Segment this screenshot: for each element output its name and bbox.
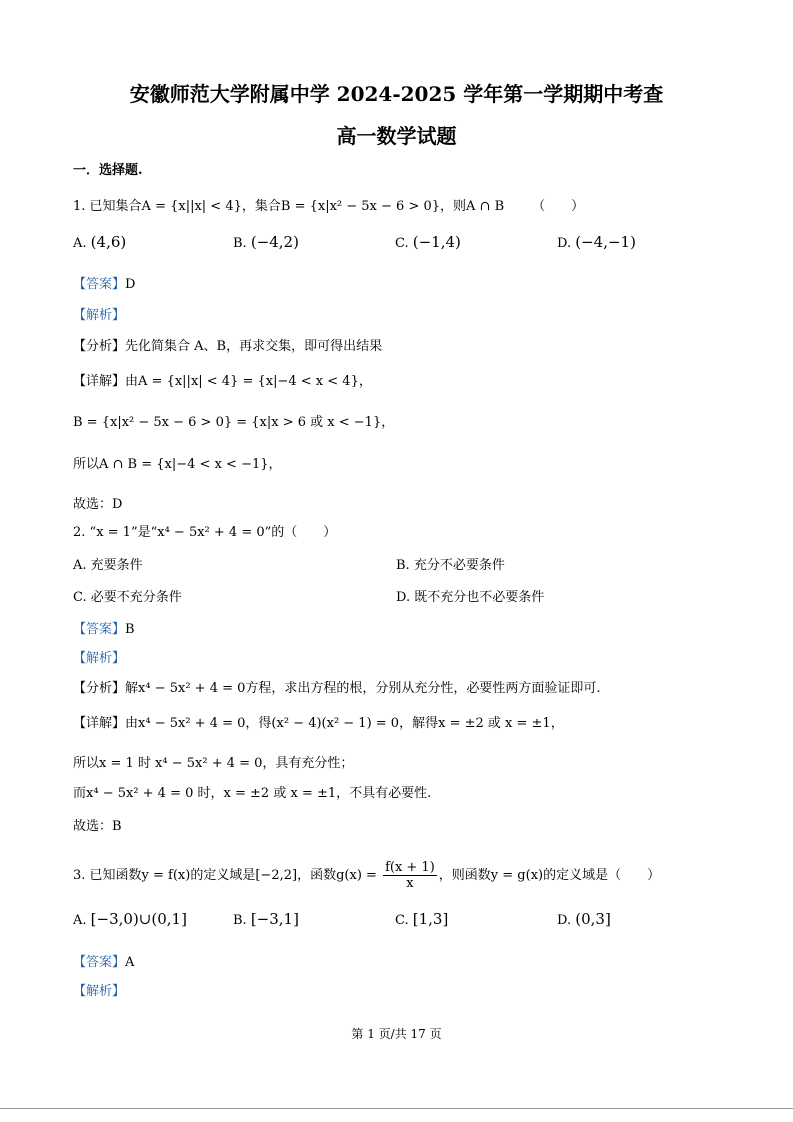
q2-detail-line1: 【详解】由x⁴ − 5x² + 4 = 0，得(x² − 4)(x² − 1) = 0，解得x = ±2 或 x = ±1，	[73, 716, 564, 731]
q2-answer: 【答案】B	[73, 622, 135, 637]
q1-expr: A ∩ B	[466, 199, 505, 214]
q2-option-b: B. 充分不必要条件	[396, 558, 505, 573]
q2-detail-line3: 而x⁴ − 5x² + 4 = 0 时，x = ±2 或 x = ±1，不具有必要性.	[73, 786, 432, 801]
q1-option-c: C. (−1,4)	[395, 233, 461, 251]
q1-set-a: A = {x||x| < 4}	[141, 199, 242, 214]
q1-fenxi: 【分析】先化简集合 A、B，再求交集，即可得出结果	[73, 339, 383, 354]
q2-fenxi: 【分析】解x⁴ − 5x² + 4 = 0方程，求出方程的根，分别从充分性，必要性两方面验证即可.	[73, 681, 601, 696]
exam-subtitle: 高一数学试题	[336, 124, 457, 148]
q1-option-a: A. (4,6)	[73, 233, 127, 251]
q1-detail-line3: 所以A ∩ B = {x|−4 < x < −1}，	[73, 457, 282, 472]
q3-fraction	[383, 860, 437, 891]
q3-answer: 【答案】A	[73, 955, 135, 970]
q2-option-d: D. 既不充分也不必要条件	[396, 590, 545, 605]
q1-option-d: D. (−4,−1)	[557, 233, 636, 251]
q3-stem: 3. 已知函数y = f(x)的定义域是[−2,2]，函数g(x) = $\frac{f(x + 1)}{x}$ ，则函数y = g(x)的定义域是（ ）	[73, 860, 661, 891]
page-bottom-divider	[0, 1108, 793, 1109]
section-heading: 一．选择题.	[73, 163, 143, 178]
q2-option-a: A. 充要条件	[73, 558, 143, 573]
q2-option-c: C. 必要不充分条件	[73, 590, 182, 605]
q3-fraction-denominator: x	[406, 876, 414, 891]
q2-choose: 故选：B	[73, 819, 122, 834]
q3-option-a: A. [−3,0)∪(0,1]	[73, 910, 187, 928]
q1-detail-line2: B = {x|x² − 5x − 6 > 0} = {x|x > 6 或 x < −1}，	[73, 415, 395, 430]
q1-paren: （ ）	[532, 199, 585, 214]
q3-option-c: C. [1,3]	[395, 910, 449, 928]
q2-detail-line2: 所以x = 1 时 x⁴ − 5x² + 4 = 0，具有充分性；	[73, 756, 354, 771]
q3-analysis-tag: 【解析】	[73, 984, 126, 999]
q1-option-b: B. (−4,2)	[233, 233, 299, 251]
page-number: 第 1 页/共 17 页	[351, 1027, 442, 1041]
q2-stem: 2. “x = 1”是“x⁴ − 5x² + 4 = 0”的（ ）	[73, 525, 337, 540]
q1-choose: 故选：D	[73, 497, 123, 512]
q1-stem	[73, 198, 584, 216]
q1-stem-prefix: 1. 已知集合	[73, 199, 142, 214]
q3-option-b: B. [−3,1]	[233, 910, 299, 928]
q1-set-b: B = {x|x² − 5x − 6 > 0}	[280, 199, 441, 214]
q2-analysis-tag: 【解析】	[73, 651, 126, 666]
q3-fraction-numerator: f(x + 1)	[385, 860, 435, 875]
exam-title: 安徽师范大学附属中学 2024-2025 学年第一学期期中考查	[129, 82, 664, 106]
q1-stem-mid: ，集合	[241, 199, 281, 214]
q1-analysis-tag: 【解析】	[73, 308, 126, 323]
q1-answer: 【答案】D	[73, 277, 136, 292]
q3-option-d: D. (0,3]	[557, 910, 611, 928]
q1-detail-line1: 【详解】由A = {x||x| < 4} = {x|−4 < x < 4}，	[73, 374, 372, 389]
q1-stem-ask: ，则	[440, 199, 467, 214]
